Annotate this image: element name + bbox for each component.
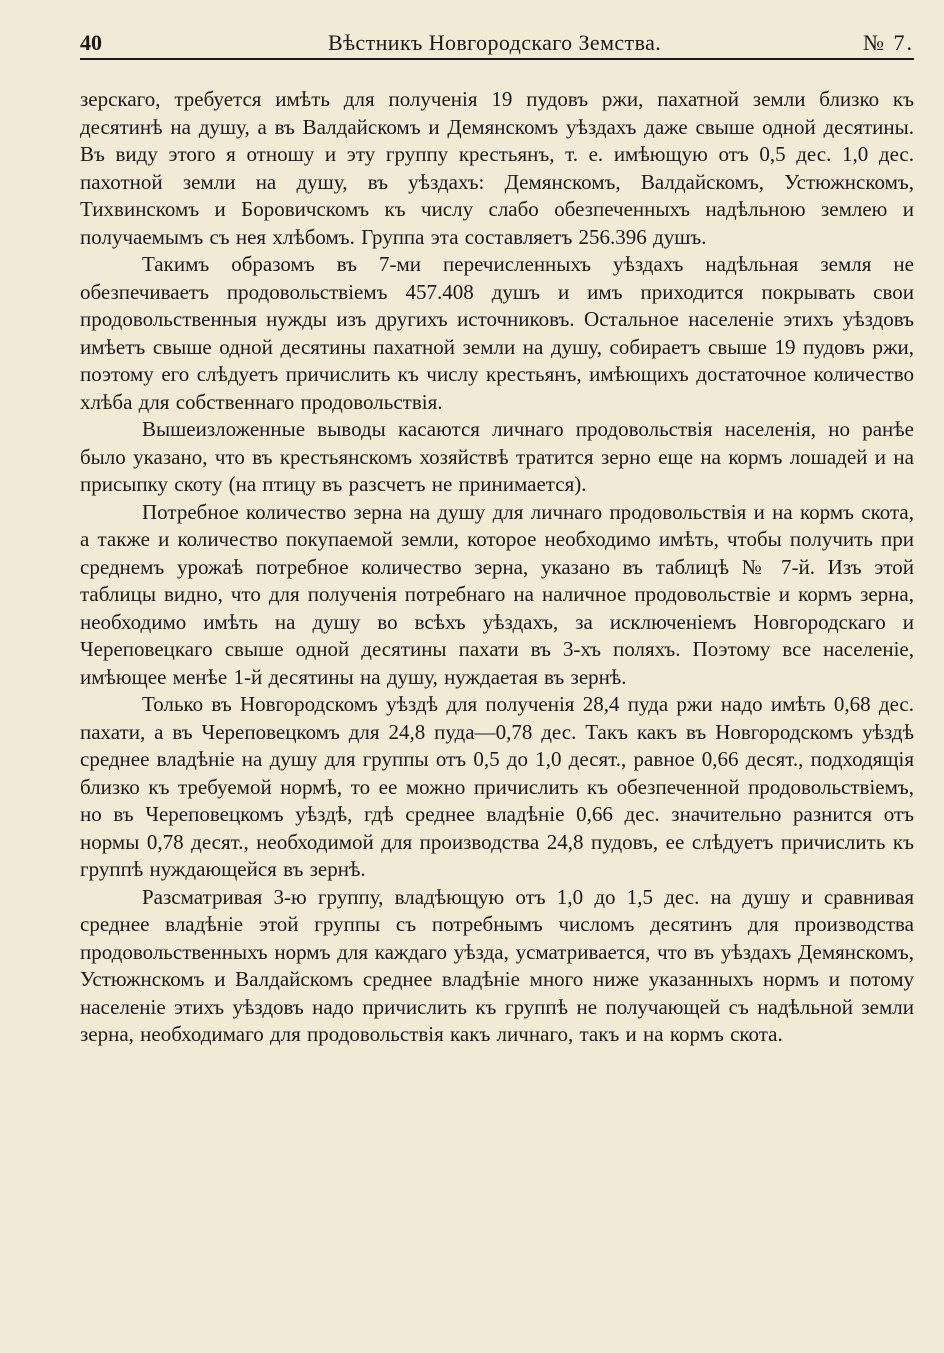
- issue-number: № 7.: [863, 30, 914, 55]
- paragraph-4: Потребное количество зерна на душу для личнаго продовольствія и на кормъ скота, а также и количество покупаемой земли, которое необходимо имѣть, чтобы получить при среднемъ урожаѣ потребное количество зерна, указано въ таблицѣ № 7-й. Изъ этой таблицы видно, что для полученія потребнаго на наличное продовольствіе и кормъ зерна, необходимо имѣть на душу во всѣхъ уѣздахъ, за исключеніемъ Новгородскаго и Череповецкаго свыше одной десятины пахати въ 3-хъ поляхъ. Поэтому все населеніе, имѣющее менѣе 1-й десятины на душу, нуждаетая въ зернѣ.: [80, 499, 914, 689]
- running-head: [80, 22, 914, 58]
- paragraph-2: Такимъ образомъ въ 7-ми перечисленныхъ уѣздахъ надѣльная земля не обезпечиваетъ продовольствіемъ 457.408 душъ и имъ приходится покрывать свои продовольственныя нужды изъ другихъ источниковъ. Остальное населеніе этихъ уѣздовъ имѣетъ свыше одной десятины пахатной земли на душу, собираетъ свыше 19 пудовъ ржи, поэтому его слѣдуетъ причислить къ числу крестьянъ, имѣющихъ достаточное количество хлѣба для собственнаго продовольствія.: [80, 252, 914, 414]
- page-number: 40: [80, 30, 102, 55]
- paragraph-5: Только въ Новгородскомъ уѣздѣ для полученія 28,4 пуда ржи надо имѣть 0,68 дес. пахати, а въ Череповецкомъ для 24,8 пуда—0,78 дес. Такъ какъ въ Новгородскомъ уѣздѣ среднее владѣніе на душу для группы отъ 0,5 до 1,0 десят., равное 0,66 десят., подходящія близко къ требуемой нормѣ, то ее можно причислить къ обезпеченной продовольствіемъ, но въ Череповецкомъ уѣздѣ, гдѣ среднее владѣніе 0,66 дес. значительно разнится отъ нормы 0,78 десят., необходимой для производства 24,8 пудовъ, ее слѣдуетъ причислить къ группѣ нуждающейся въ зернѣ.: [80, 692, 914, 881]
- paragraph-6: Разсматривая 3-ю группу, владѣющую отъ 1,0 до 1,5 дес. на душу и сравнивая среднее владѣніе этой группы съ потребнымъ числомъ десятинъ для производства продовольственныхъ нормъ для каждаго уѣзда, усматривается, что въ уѣздахъ Демянскомъ, Устюжнскомъ и Валдайскомъ среднее владѣніе много ниже указанныхъ нормъ и потому населеніе этихъ уѣздовъ надо причислить къ группѣ не получающей съ надѣльной земли зерна, необходимаго для продовольствія какъ личнаго, такъ и на кормъ скота.: [80, 884, 914, 1046]
- body-text: [80, 86, 914, 1049]
- header-rule: [80, 58, 914, 60]
- paragraph-1: зерскаго, требуется имѣть для полученія 19 пудовъ ржи, пахатной земли близко къ десятинѣ на душу, а въ Валдайскомъ и Демянскомъ уѣздахъ даже свыше одной десятины. Въ виду этого я отношу и эту группу крестьянъ, т. е. имѣющую отъ 0,5 дес. 1,0 дес. пахотной земли на душу, въ уѣздахъ: Демянскомъ, Валдайскомъ, Устюжнскомъ, Тихвинскомъ и Боровичскомъ къ числу слабо обезпеченныхъ надѣльною землею и получаемымъ съ нея хлѣбомъ. Группа эта составляетъ 256.396 душъ.: [80, 87, 914, 249]
- journal-title: Вѣстникъ Новгородскаго Земства.: [328, 30, 662, 55]
- paragraph-3: Вышеизложенные выводы касаются личнаго продовольствія населенія, но ранѣе было указано, что въ крестьянскомъ хозяйствѣ тратится зерно еще на кормъ лошадей и на присыпку скоту (на птицу въ разсчетъ не принимается).: [80, 417, 914, 496]
